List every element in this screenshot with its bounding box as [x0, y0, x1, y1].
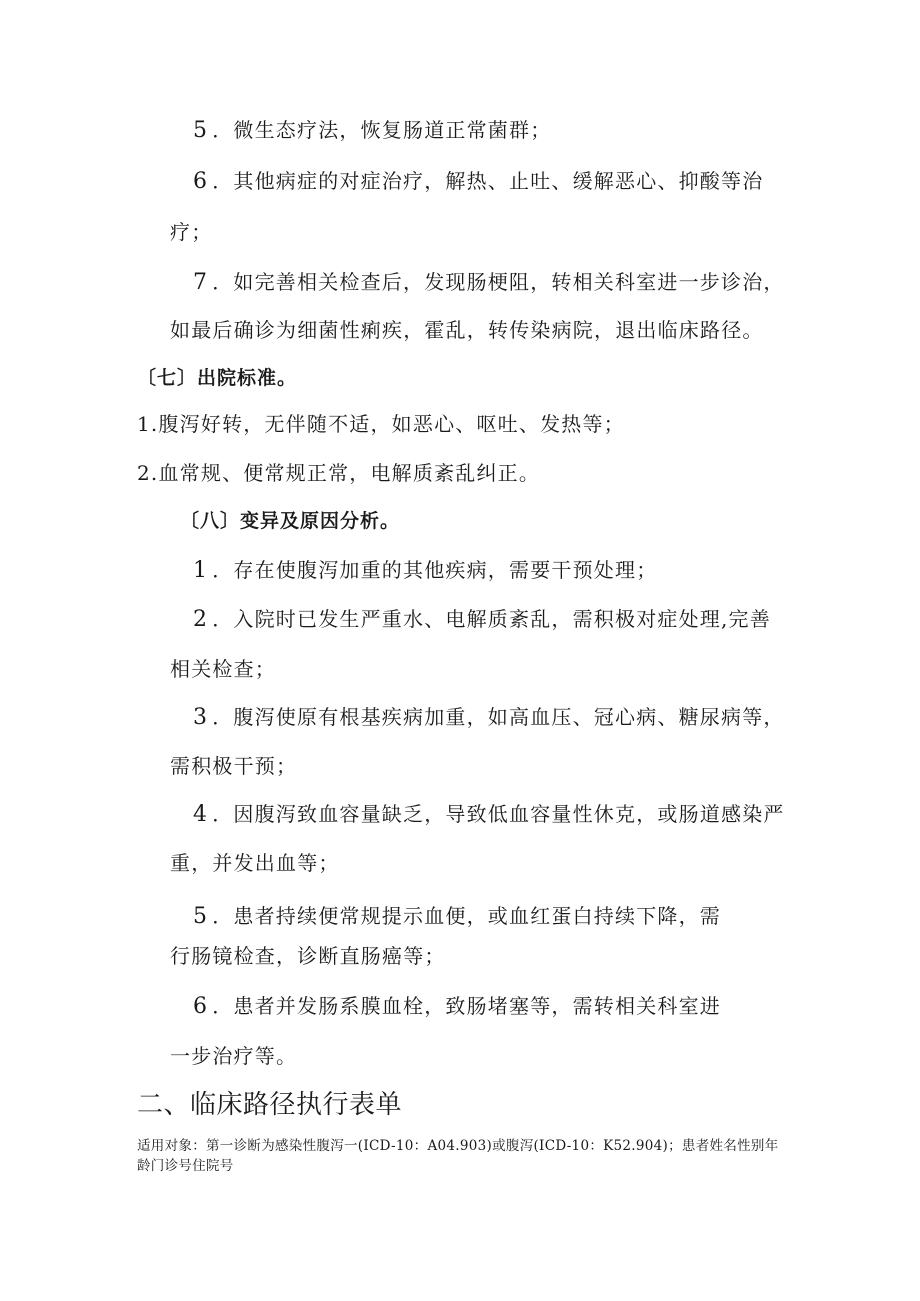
- item-text: ．腹泻使原有根基疾病加重，如高血压、冠心病、糖尿病等，: [212, 705, 785, 729]
- variation-item-3: [193, 703, 785, 732]
- variation-item-2: [193, 605, 771, 634]
- variation-item-6: [193, 992, 721, 1021]
- item-text: ．患者并发肠系膜血栓，致肠堵塞等，需转相关科室进: [212, 994, 722, 1018]
- variation-item-2-continued: 相关检查；: [170, 657, 276, 681]
- variation-item-4-continued: 重，并发出血等；: [170, 851, 340, 875]
- variation-heading: 〔八〕变异及原因分析。: [180, 510, 401, 532]
- variation-item-6-continued: 一步治疗等。: [170, 1044, 298, 1068]
- treatment-item-5: [193, 116, 551, 145]
- item-number: 6: [193, 994, 209, 1019]
- item-text: ．微生态疗法，恢复肠道正常菌群；: [212, 118, 552, 142]
- item-text: ．其他病症的对症治疗，解热、止吐、缓解恶心、抑酸等治: [212, 169, 764, 193]
- item-number: 1: [193, 558, 209, 583]
- variation-item-3-continued: 需积极干预；: [170, 754, 298, 778]
- item-text: ．入院时已发生严重水、电解质紊乱，需积极对症处理,完善: [212, 607, 771, 631]
- item-number: 5: [193, 904, 209, 929]
- item-text: ．存在使腹泻加重的其他疾病，需要干预处理；: [212, 558, 658, 582]
- treatment-item-6-continued: 疗；: [170, 220, 213, 244]
- item-number: 2: [193, 607, 209, 632]
- item-number: 4: [193, 802, 209, 827]
- treatment-item-7: [193, 268, 785, 297]
- section-title: 二、临床路径执行表单: [137, 1090, 403, 1120]
- treatment-item-7-continued: 如最后确诊为细菌性痢疾，霍乱，转传染病院，退出临床路径。: [170, 318, 764, 342]
- variation-item-5-continued: 行肠镜检查，诊断直肠癌等；: [170, 944, 446, 968]
- item-number: 6: [193, 169, 209, 194]
- variation-item-4: [193, 800, 785, 829]
- item-text: ．如完善相关检查后，发现肠梗阻，转相关科室进一步诊治，: [212, 270, 785, 294]
- applicable-subjects: 适用对象：第一诊断为感染性腹泻一(ICD-10：A04.903)或腹泻(ICD-10：K52.904)；患者姓名性别年龄门诊号住院号: [137, 1138, 779, 1174]
- variation-item-1: [193, 556, 657, 585]
- discharge-item-1: 1.腹泻好转，无伴随不适，如恶心、呕吐、发热等；: [137, 412, 625, 436]
- item-text: ．患者持续便常规提示血便，或血红蛋白持续下降，需: [212, 904, 722, 928]
- item-text: ．因腹泻致血容量缺乏，导致低血容量性休克，或肠道感染严: [212, 802, 785, 826]
- discharge-heading: 〔七〕出院标准。: [137, 367, 298, 389]
- treatment-item-6: [193, 167, 763, 196]
- item-number: 3: [193, 705, 209, 730]
- discharge-item-2: 2.血常规、便常规正常，电解质紊乱纠正。: [137, 461, 541, 485]
- item-number: 7: [193, 270, 209, 295]
- variation-item-5: [193, 902, 721, 931]
- item-number: 5: [193, 118, 209, 143]
